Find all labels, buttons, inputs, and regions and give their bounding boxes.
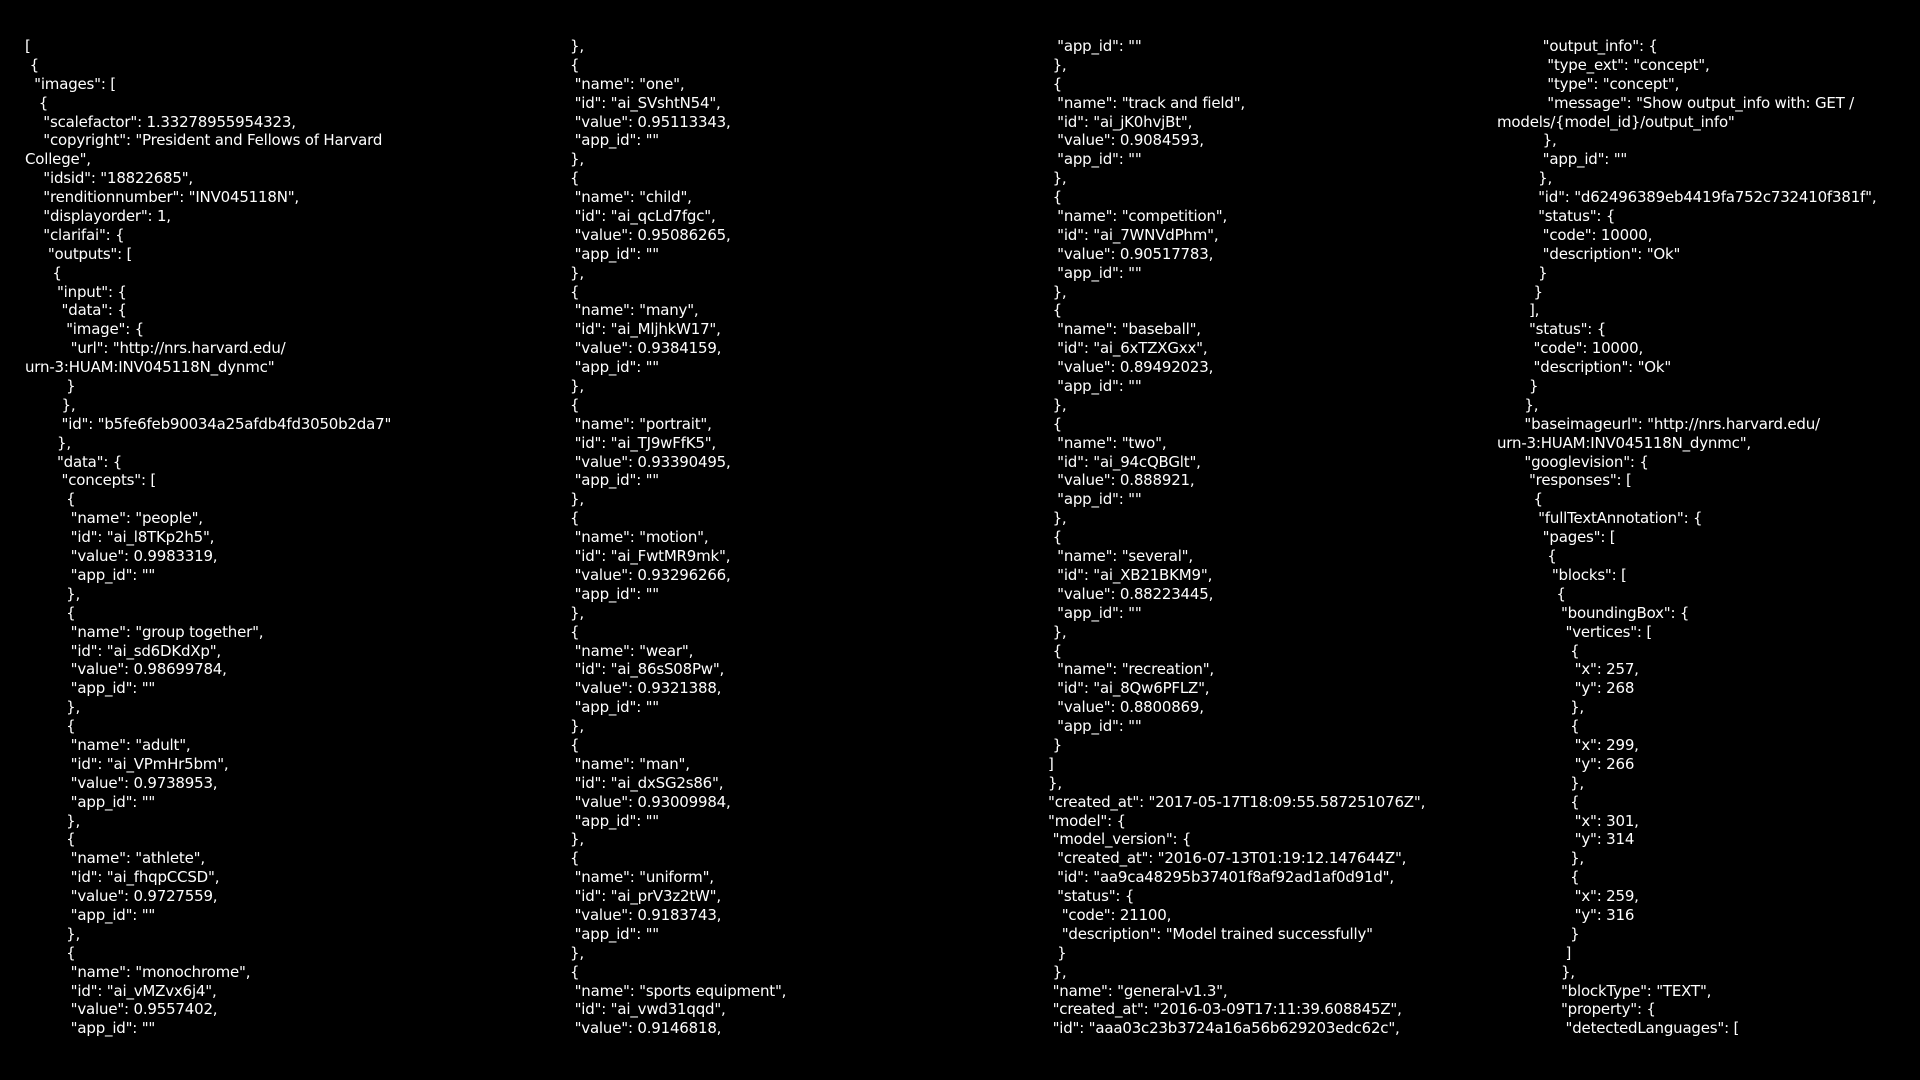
json-line: "name": "man", [570,754,690,773]
json-line: } [1048,735,1062,754]
json-line: "id": "ai_TJ9wFfK5", [570,433,716,452]
json-line: "idsid": "18822685", [25,169,194,188]
json-line: "value": 0.8800869, [1048,698,1204,717]
json-line: } [25,377,76,396]
json-line: "x": 259, [1497,887,1639,906]
json-line: "created_at": "2016-03-09T17:11:39.608845Z", [1048,1000,1402,1019]
json-line: ] [1048,754,1054,773]
json-line: }, [1048,509,1067,528]
json-line: { [1497,792,1580,811]
json-line: "app_id": "" [1048,150,1142,169]
json-line: "id": "ai_dxSG2s86", [570,773,724,792]
json-line: "id": "ai_7WNVdPhm", [1048,225,1219,244]
json-line: { [25,830,76,849]
json-line: "copyright": "President and Fellows of Harvard [25,131,383,150]
json-line: { [1497,717,1580,736]
json-line: }, [1497,698,1585,717]
json-line: "id": "aa9ca48295b37401f8af92ad1af0d91d", [1048,868,1394,887]
json-line: "name": "child", [570,188,692,207]
json-line: } [1497,924,1580,943]
json-line: "value": 0.93296266, [570,565,731,584]
json-line: "name": "motion", [570,528,709,547]
json-column-1 [25,37,495,1038]
json-line: "id": "ai_6xTZXGxx", [1048,339,1208,358]
json-line: "app_id": "" [1048,717,1142,736]
json-line: "image": { [25,320,144,339]
json-line: "app_id": "" [570,131,660,150]
json-line: "value": 0.9084593, [1048,131,1204,150]
json-line: }, [1048,622,1067,641]
json-line: "data": { [25,301,127,320]
json-line: "property": { [1497,1000,1656,1019]
json-line: "value": 0.89492023, [1048,358,1214,377]
json-line: "y": 316 [1497,905,1635,924]
json-line: }, [1497,169,1553,188]
json-line: "id": "ai_XB21BKM9", [1048,565,1213,584]
json-line: "y": 268 [1497,679,1635,698]
json-line: { [25,717,76,736]
json-line: }, [1048,282,1067,301]
json-line: }, [1497,849,1585,868]
json-line: "app_id": "" [570,811,660,830]
json-line: "app_id": "" [1048,37,1142,55]
json-line: { [570,622,580,641]
json-line: "id": "ai_vMZvx6j4", [25,981,217,1000]
json-line: "data": { [25,452,123,471]
json-line: "model_version": { [1048,830,1192,849]
json-line: "status": { [1048,887,1135,906]
json-line: "app_id": "" [25,792,156,811]
json-line: ], [1497,301,1540,320]
json-line: "value": 0.888921, [1048,471,1195,490]
json-line: "scalefactor": 1.33278955954323, [25,112,296,131]
json-line: }, [570,263,584,282]
json-line: "name": "monochrome", [25,962,251,981]
json-line: "y": 314 [1497,830,1635,849]
json-line: "name": "sports equipment", [570,981,787,1000]
json-line: { [25,943,76,962]
json-line: "type_ext": "concept", [1497,55,1710,74]
json-line: "value": 0.9146818, [570,1019,722,1038]
json-line: "id": "ai_l8TKp2h5", [25,528,215,547]
json-line: { [1497,641,1580,660]
json-line: "x": 301, [1497,811,1639,830]
json-line: }, [1048,962,1067,981]
json-line: "value": 0.93390495, [570,452,731,471]
json-line: "id": "ai_MljhkW17", [570,320,721,339]
json-line: { [25,55,39,74]
json-line: "x": 299, [1497,735,1639,754]
json-line: "code": 21100, [1048,905,1172,924]
json-line: "app_id": "" [570,924,660,943]
json-line: }, [570,830,584,849]
json-line: "value": 0.95113343, [570,112,731,131]
json-column-2 [570,37,1040,1038]
json-line: }, [1048,55,1067,74]
json-line: { [1048,528,1062,547]
json-line: "url": "http://nrs.harvard.edu/ [25,339,286,358]
json-line: "x": 257, [1497,660,1639,679]
json-line: "app_id": "" [570,698,660,717]
json-line: { [25,603,76,622]
json-line: "app_id": "" [570,471,660,490]
json-line: }, [1048,169,1067,188]
json-line: "blocks": [ [1497,565,1627,584]
json-line: "value": 0.95086265, [570,225,731,244]
json-line: { [1048,414,1062,433]
json-line: "images": [ [25,74,116,93]
json-line: }, [570,717,584,736]
json-line: "code": 10000, [1497,339,1644,358]
json-line: "name": "uniform", [570,868,714,887]
json-line: "app_id": "" [25,905,156,924]
json-line: "value": 0.9557402, [25,1000,218,1019]
json-line: "type": "concept", [1497,74,1680,93]
json-line: }, [570,490,584,509]
json-line: "value": 0.9183743, [570,905,722,924]
json-line: "fullTextAnnotation": { [1497,509,1703,528]
json-line: "id": "ai_fhqpCCSD", [25,868,220,887]
json-line: "name": "baseball", [1048,320,1201,339]
json-line: College", [25,150,91,169]
json-line: "id": "b5fe6feb90034a25afdb4fd3050b2da7" [25,414,392,433]
json-line: { [1048,301,1062,320]
json-line: { [1497,547,1557,566]
json-line: } [1497,282,1543,301]
json-line: "id": "ai_FwtMR9mk", [570,547,731,566]
json-line: { [1497,490,1543,509]
json-line: } [1048,943,1067,962]
json-line: "y": 266 [1497,754,1635,773]
json-line: "clarifai": { [25,225,125,244]
json-line: "value": 0.9727559, [25,887,218,906]
json-line: "renditionnumber": "INV045118N", [25,188,299,207]
json-line: "outputs": [ [25,244,133,263]
json-line: }, [25,698,81,717]
json-line: "description": "Ok" [1497,244,1681,263]
json-line: "description": "Ok" [1497,358,1672,377]
json-line: "input": { [25,282,127,301]
json-line: { [25,490,76,509]
json-line: "boundingBox": { [1497,603,1690,622]
json-line: }, [1497,131,1557,150]
json-line: "blockType": "TEXT", [1497,981,1712,1000]
json-line: "name": "general-v1.3", [1048,981,1228,1000]
json-line: "value": 0.9983319, [25,547,218,566]
json-line: "googlevision": { [1497,452,1649,471]
json-line: "name": "wear", [570,641,694,660]
json-line: "app_id": "" [570,584,660,603]
json-line: "app_id": "" [570,358,660,377]
json-line: "id": "ai_8Qw6PFLZ", [1048,679,1210,698]
json-line: }, [570,603,584,622]
json-line: }, [25,584,81,603]
json-line: "name": "one", [570,74,685,93]
json-line: }, [570,150,584,169]
json-line: "name": "competition", [1048,207,1228,226]
json-line: { [570,169,580,188]
json-line: "id": "ai_jK0hvjBt", [1048,112,1193,131]
json-line: "app_id": "" [1048,490,1142,509]
json-line: { [570,55,580,74]
json-line: "vertices": [ [1497,622,1653,641]
json-column-3 [1048,37,1518,1038]
json-line: "description": "Model trained successfully" [1048,924,1373,943]
json-line: { [1048,641,1062,660]
json-line: "id": "ai_sd6DKdXp", [25,641,222,660]
json-line: "value": 0.9321388, [570,679,722,698]
json-line: ] [1497,943,1572,962]
json-line: }, [1497,962,1575,981]
json-line: { [1497,868,1580,887]
json-line: "value": 0.90517783, [1048,244,1214,263]
json-line: { [570,395,580,414]
json-line: }, [570,37,584,55]
json-line: "status": { [1497,320,1607,339]
json-line: "app_id": "" [25,1019,156,1038]
json-line: }, [570,377,584,396]
json-line: "value": 0.98699784, [25,660,227,679]
json-line: }, [570,943,584,962]
json-line: { [570,962,580,981]
json-line: "id": "ai_94cQBGlt", [1048,452,1201,471]
json-line: "id": "ai_prV3z2tW", [570,887,721,906]
json-line: { [1048,188,1062,207]
json-line: }, [25,395,76,414]
json-line: "status": { [1497,207,1616,226]
json-line: "value": 0.93009984, [570,792,731,811]
json-line: "name": "two", [1048,433,1167,452]
json-line: "app_id": "" [1048,377,1142,396]
json-line: "name": "group together", [25,622,264,641]
json-column-4 [1497,37,1920,1038]
json-line: "baseimageurl": "http://nrs.harvard.edu/ [1497,414,1820,433]
json-line: "id": "d62496389eb4419fa752c732410f381f", [1497,188,1877,207]
json-line: "name": "several", [1048,547,1193,566]
json-line: "id": "ai_vwd31qqd", [570,1000,726,1019]
json-line: "id": "ai_SVshtN54", [570,93,721,112]
json-line: "value": 0.9738953, [25,773,218,792]
json-line: }, [25,811,81,830]
json-line: "message": "Show output_info with: GET / [1497,93,1855,112]
json-line: "app_id": "" [570,244,660,263]
json-line: "concepts": [ [25,471,157,490]
json-line: { [570,282,580,301]
json-line: "app_id": "" [25,679,156,698]
json-line: "value": 0.9384159, [570,339,722,358]
json-line: "output_info": { [1497,37,1658,55]
json-line: "id": "ai_86sS08Pw", [570,660,725,679]
json-line: } [1497,263,1548,282]
json-line: "value": 0.88223445, [1048,584,1214,603]
json-line: "detectedLanguages": [ [1497,1019,1740,1038]
json-line: models/{model_id}/output_info" [1497,112,1735,131]
json-line: "name": "athlete", [25,849,205,868]
json-line: "name": "adult", [25,735,191,754]
json-line: { [570,735,580,754]
json-line: { [570,849,580,868]
json-line: }, [1048,773,1062,792]
json-line: "created_at": "2016-07-13T01:19:12.147644Z", [1048,849,1407,868]
json-line: "id": "ai_qcLd7fgc", [570,207,716,226]
json-line: { [1497,584,1566,603]
json-line: "app_id": "" [1497,150,1628,169]
json-line: "responses": [ [1497,471,1632,490]
json-line: { [25,263,62,282]
json-line: { [25,93,49,112]
json-line: { [570,509,580,528]
json-line: "name": "many", [570,301,699,320]
json-line: "code": 10000, [1497,225,1653,244]
json-line: "app_id": "" [25,565,156,584]
json-line: "name": "recreation", [1048,660,1214,679]
json-line: }, [25,433,71,452]
json-line: "app_id": "" [1048,603,1142,622]
json-line: }, [1497,395,1539,414]
json-line: [ [25,37,31,55]
json-line: { [1048,74,1062,93]
json-line: "id": "aaa03c23b3724a16a56b629203edc62c", [1048,1019,1400,1038]
json-line: "id": "ai_VPmHr5bm", [25,754,229,773]
json-line: "name": "track and field", [1048,93,1245,112]
json-line: }, [25,924,81,943]
json-line: urn-3:HUAM:INV045118N_dynmc" [25,358,275,377]
json-line: } [1497,377,1539,396]
json-line: urn-3:HUAM:INV045118N_dynmc", [1497,433,1751,452]
json-line: "app_id": "" [1048,263,1142,282]
json-line: "displayorder": 1, [25,207,171,226]
json-line: }, [1497,773,1585,792]
json-line: "model": { [1048,811,1126,830]
json-line: "created_at": "2017-05-17T18:09:55.587251076Z", [1048,792,1426,811]
json-line: "pages": [ [1497,528,1616,547]
json-line: "name": "people", [25,509,203,528]
json-line: }, [1048,395,1067,414]
json-line: "name": "portrait", [570,414,712,433]
